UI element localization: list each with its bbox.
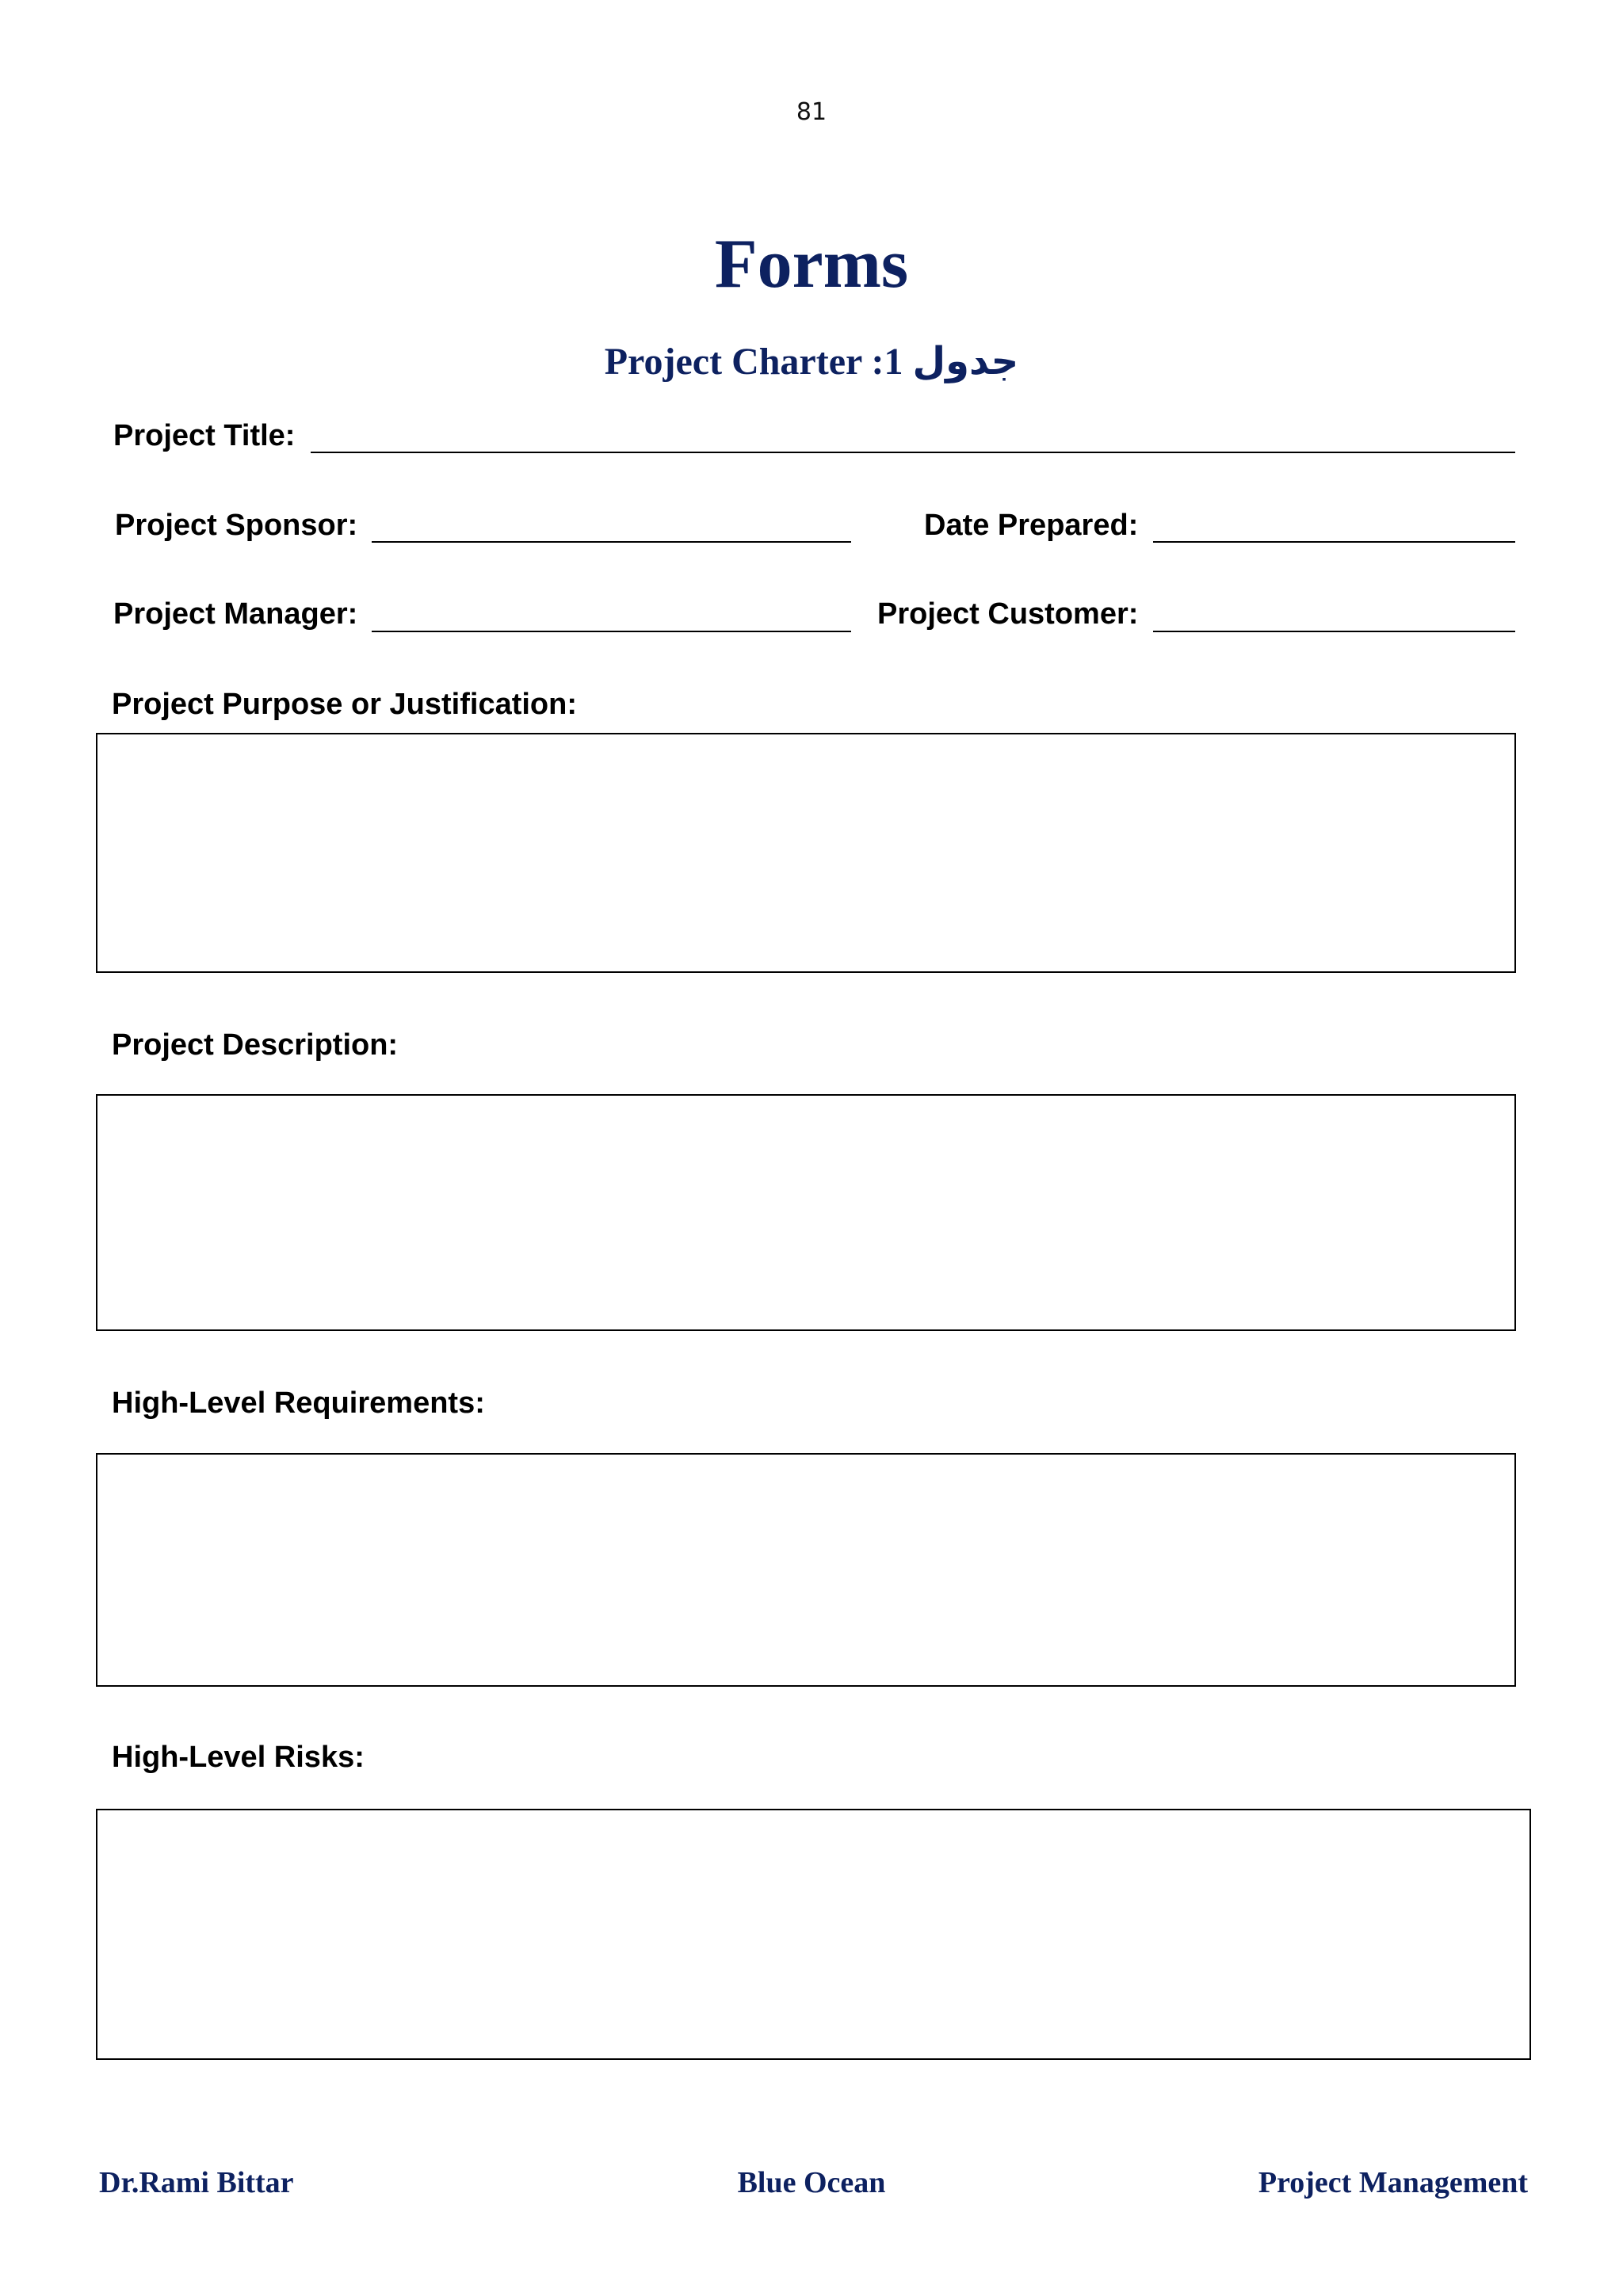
date-prepared-label: Date Prepared: [924, 509, 1139, 542]
project-manager-label: Project Manager: [113, 597, 358, 631]
page-number: 81 [796, 98, 827, 126]
risks-label: High-Level Risks: [112, 1741, 365, 1774]
date-prepared-field[interactable] [1153, 541, 1515, 543]
subtitle-arabic: جدول [912, 339, 1019, 383]
project-title-field[interactable] [311, 452, 1515, 453]
footer-subject: Project Management [1258, 2166, 1528, 2199]
description-textbox[interactable] [96, 1094, 1516, 1331]
purpose-label: Project Purpose or Justification: [112, 688, 577, 721]
project-title-label: Project Title: [113, 419, 296, 452]
footer-publisher: Blue Ocean [737, 2166, 886, 2199]
project-sponsor-label: Project Sponsor: [115, 509, 358, 542]
project-customer-field[interactable] [1153, 631, 1515, 632]
project-sponsor-field[interactable] [372, 541, 851, 543]
footer-author: Dr.Rami Bittar [99, 2166, 294, 2199]
project-manager-field[interactable] [372, 631, 851, 632]
subtitle-english: Project Charter :1 [604, 341, 903, 383]
description-label: Project Description: [112, 1028, 399, 1062]
requirements-textbox[interactable] [96, 1453, 1516, 1687]
requirements-label: High-Level Requirements: [112, 1386, 485, 1420]
form-subtitle [0, 339, 1623, 383]
purpose-textbox[interactable] [96, 733, 1516, 973]
page-title: Forms [714, 226, 909, 303]
risks-textbox[interactable] [96, 1809, 1531, 2060]
project-customer-label: Project Customer: [877, 597, 1139, 631]
